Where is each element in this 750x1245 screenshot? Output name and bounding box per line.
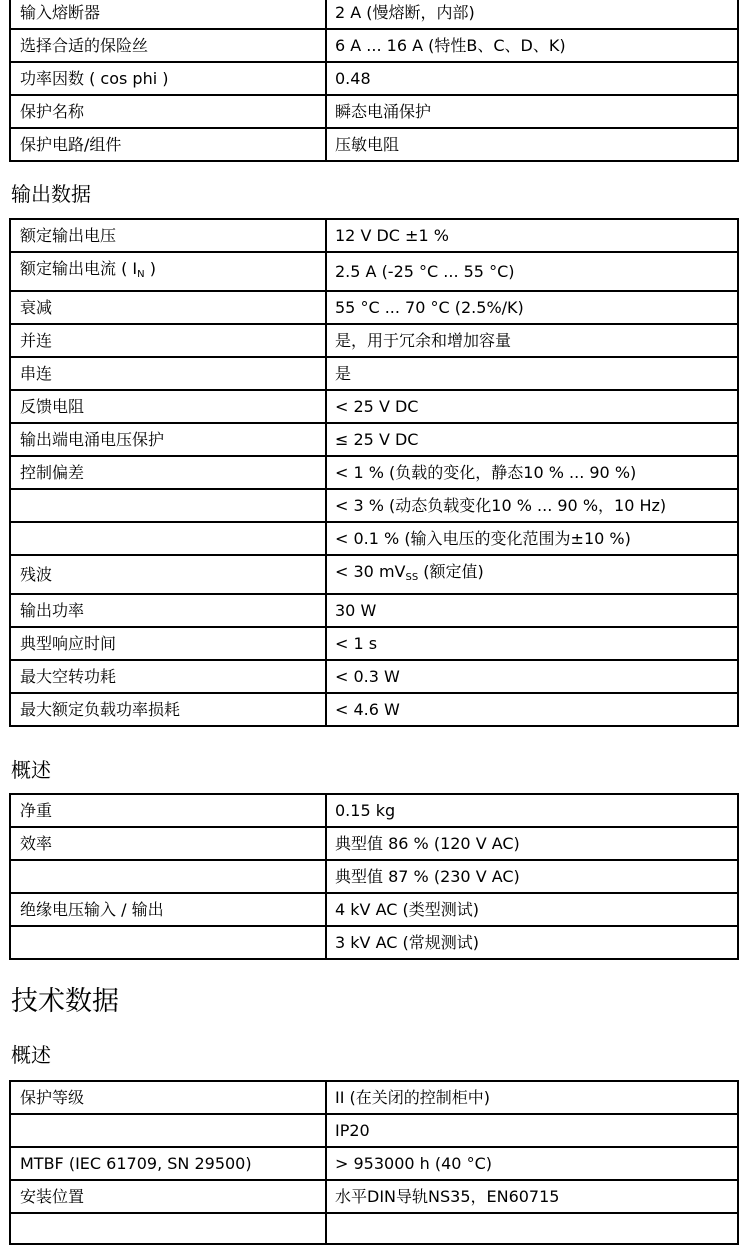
tech-general-table xyxy=(9,1080,739,1245)
row-value: 3 kV AC (常规测试) xyxy=(326,926,738,959)
row-value: 6 A ... 16 A (特性B、C、D、K) xyxy=(326,29,738,62)
table-row xyxy=(10,291,738,324)
table-row xyxy=(10,794,738,827)
table-row xyxy=(10,423,738,456)
row-value: 2 A (慢熔断，内部) xyxy=(326,0,738,29)
row-key: 并连 xyxy=(10,324,326,357)
general-heading: 概述 xyxy=(11,758,51,782)
row-key xyxy=(10,522,326,555)
row-value: < 4.6 W xyxy=(326,693,738,726)
table-row xyxy=(10,860,738,893)
table-row xyxy=(10,62,738,95)
row-value: 水平DIN导轨NS35，EN60715 xyxy=(326,1180,738,1213)
table-row xyxy=(10,252,738,291)
row-key: 保护名称 xyxy=(10,95,326,128)
table-row xyxy=(10,555,738,594)
row-value: < 0.3 W xyxy=(326,660,738,693)
row-value: 是 xyxy=(326,357,738,390)
row-key xyxy=(10,489,326,522)
row-value: 典型值 86 % (120 V AC) xyxy=(326,827,738,860)
table-row xyxy=(10,1180,738,1213)
key-text-after: ) xyxy=(144,259,156,278)
row-key: 最大额定负载功率损耗 xyxy=(10,693,326,726)
table-row xyxy=(10,324,738,357)
value-text-after: (额定值) xyxy=(418,562,484,581)
row-value: ≤ 25 V DC xyxy=(326,423,738,456)
row-value: 0.48 xyxy=(326,62,738,95)
row-value: 30 W xyxy=(326,594,738,627)
row-key xyxy=(10,1213,326,1244)
row-value: 典型值 87 % (230 V AC) xyxy=(326,860,738,893)
table-row xyxy=(10,660,738,693)
row-key: 串连 xyxy=(10,357,326,390)
row-key: 额定输出电压 xyxy=(10,219,326,252)
table-row xyxy=(10,693,738,726)
row-key: 保护电路/组件 xyxy=(10,128,326,161)
row-key: 输入熔断器 xyxy=(10,0,326,29)
row-value xyxy=(326,1213,738,1244)
table-row xyxy=(10,128,738,161)
output-data-table xyxy=(9,218,739,727)
row-value: < 0.1 % (输入电压的变化范围为±10 %) xyxy=(326,522,738,555)
table-row xyxy=(10,219,738,252)
table-row xyxy=(10,489,738,522)
row-key: 绝缘电压输入 / 输出 xyxy=(10,893,326,926)
row-key xyxy=(10,252,326,291)
row-value: 55 °C ... 70 °C (2.5%/K) xyxy=(326,291,738,324)
row-value: < 1 s xyxy=(326,627,738,660)
table-row xyxy=(10,390,738,423)
row-key: 效率 xyxy=(10,827,326,860)
table-row xyxy=(10,357,738,390)
row-value xyxy=(326,555,738,594)
row-value: < 3 % (动态负载变化10 % ... 90 %，10 Hz) xyxy=(326,489,738,522)
row-key: 输出端电涌电压保护 xyxy=(10,423,326,456)
row-key: 最大空转功耗 xyxy=(10,660,326,693)
row-value: 12 V DC ±1 % xyxy=(326,219,738,252)
table-row xyxy=(10,0,738,29)
key-text: 额定输出电流 ( I xyxy=(20,259,138,278)
row-value: 瞬态电涌保护 xyxy=(326,95,738,128)
row-key: 残波 xyxy=(10,555,326,594)
row-value: II (在关闭的控制柜中) xyxy=(326,1081,738,1114)
tech-general-heading: 概述 xyxy=(11,1043,51,1067)
row-key xyxy=(10,926,326,959)
row-key: 衰减 xyxy=(10,291,326,324)
table-row xyxy=(10,1114,738,1147)
row-value: < 1 % (负载的变化，静态10 % ... 90 %) xyxy=(326,456,738,489)
output-data-heading: 输出数据 xyxy=(11,182,91,206)
table-row xyxy=(10,456,738,489)
row-value: < 25 V DC xyxy=(326,390,738,423)
table-row xyxy=(10,29,738,62)
key-subscript: N xyxy=(137,269,145,280)
input-data-table xyxy=(9,0,739,162)
row-key: 净重 xyxy=(10,794,326,827)
row-value: IP20 xyxy=(326,1114,738,1147)
row-key xyxy=(10,1114,326,1147)
row-key: 选择合适的保险丝 xyxy=(10,29,326,62)
row-key: 保护等级 xyxy=(10,1081,326,1114)
table-row xyxy=(10,827,738,860)
table-row xyxy=(10,926,738,959)
row-key: 安装位置 xyxy=(10,1180,326,1213)
table-row xyxy=(10,522,738,555)
row-value: 压敏电阻 xyxy=(326,128,738,161)
value-text: < 30 mV xyxy=(335,562,406,581)
table-row xyxy=(10,1081,738,1114)
row-value: 0.15 kg xyxy=(326,794,738,827)
value-subscript: SS xyxy=(405,572,419,583)
row-value: > 953000 h (40 °C) xyxy=(326,1147,738,1180)
table-row xyxy=(10,893,738,926)
table-row xyxy=(10,594,738,627)
table-row xyxy=(10,1213,738,1244)
row-key xyxy=(10,860,326,893)
row-key: 反馈电阻 xyxy=(10,390,326,423)
row-key: 功率因数 ( cos phi ) xyxy=(10,62,326,95)
table-row xyxy=(10,627,738,660)
row-value: 2.5 A (-25 °C ... 55 °C) xyxy=(326,252,738,291)
table-row xyxy=(10,1147,738,1180)
general-table xyxy=(9,793,739,960)
row-key: 控制偏差 xyxy=(10,456,326,489)
row-key: MTBF (IEC 61709, SN 29500) xyxy=(10,1147,326,1180)
row-value: 是，用于冗余和增加容量 xyxy=(326,324,738,357)
tech-data-title: 技术数据 xyxy=(11,986,119,1017)
row-key: 典型响应时间 xyxy=(10,627,326,660)
row-value: 4 kV AC (类型测试) xyxy=(326,893,738,926)
row-key: 输出功率 xyxy=(10,594,326,627)
table-row xyxy=(10,95,738,128)
